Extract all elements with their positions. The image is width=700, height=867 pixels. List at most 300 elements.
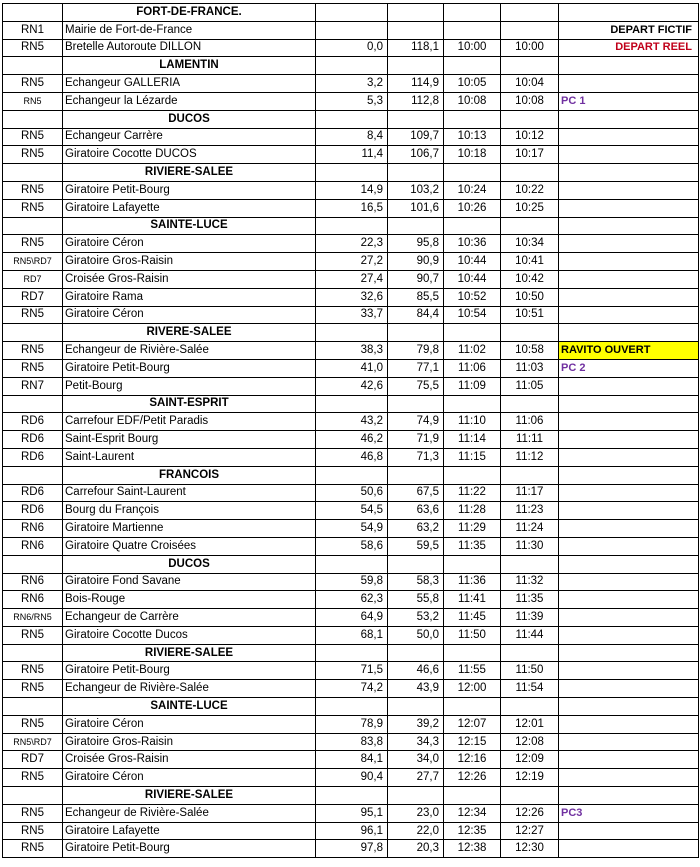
- time-fast: 12:26: [444, 769, 501, 787]
- route-row: [3, 235, 699, 253]
- time-slow: 11:17: [501, 484, 559, 502]
- km-remaining: 74,9: [388, 413, 444, 431]
- km-remaining: 84,4: [388, 306, 444, 324]
- km-remaining: 77,1: [388, 359, 444, 377]
- km-done: 74,2: [316, 680, 388, 698]
- km-remaining: 95,8: [388, 235, 444, 253]
- km-done: 41,0: [316, 359, 388, 377]
- place-name: Bois-Rouge: [63, 591, 316, 609]
- time-fast: 11:35: [444, 537, 501, 555]
- section-header-row: [3, 787, 699, 805]
- time-fast: 10:44: [444, 253, 501, 271]
- empty-cell: [501, 555, 559, 573]
- km-done: 3,2: [316, 75, 388, 93]
- km-remaining: 27,7: [388, 769, 444, 787]
- route-row: [3, 484, 699, 502]
- empty-cell: [388, 4, 444, 22]
- time-slow: 10:41: [501, 253, 559, 271]
- km-done: 27,2: [316, 253, 388, 271]
- empty-cell: [501, 217, 559, 235]
- place-name: Giratoire Gros-Raisin: [63, 253, 316, 271]
- road-code: RN6: [3, 591, 63, 609]
- km-remaining: 101,6: [388, 199, 444, 217]
- time-slow: 10:34: [501, 235, 559, 253]
- empty-cell: [3, 217, 63, 235]
- empty-cell: [501, 57, 559, 75]
- note-cell: [559, 146, 699, 164]
- empty-cell: [501, 4, 559, 22]
- road-code: RN5: [3, 128, 63, 146]
- km-remaining: 67,5: [388, 484, 444, 502]
- road-code: RN5: [3, 626, 63, 644]
- note-cell: [559, 235, 699, 253]
- time-fast: 11:22: [444, 484, 501, 502]
- empty-cell: [559, 57, 699, 75]
- km-done: 71,5: [316, 662, 388, 680]
- route-row: [3, 609, 699, 627]
- road-code: RN7: [3, 377, 63, 395]
- road-code: RD7: [3, 270, 63, 288]
- note-cell: DEPART REEL: [559, 39, 699, 57]
- section-header-row: [3, 164, 699, 182]
- time-slow: 11:35: [501, 591, 559, 609]
- km-done: 50,6: [316, 484, 388, 502]
- note-cell: [559, 626, 699, 644]
- section-header-row: [3, 644, 699, 662]
- section-title: DUCOS: [63, 110, 316, 128]
- road-code: RD7: [3, 288, 63, 306]
- place-name: Echangeur la Lézarde: [63, 92, 316, 110]
- time-fast: [444, 21, 501, 39]
- route-row: [3, 520, 699, 538]
- empty-cell: [316, 57, 388, 75]
- time-fast: 12:15: [444, 733, 501, 751]
- place-name: Giratoire Lafayette: [63, 822, 316, 840]
- km-done: 84,1: [316, 751, 388, 769]
- place-name: Croisée Gros-Raisin: [63, 751, 316, 769]
- empty-cell: [388, 57, 444, 75]
- time-fast: 11:15: [444, 448, 501, 466]
- section-header-row: [3, 324, 699, 342]
- place-name: Giratoire Petit-Bourg: [63, 181, 316, 199]
- time-slow: 11:39: [501, 609, 559, 627]
- place-name: Petit-Bourg: [63, 377, 316, 395]
- empty-cell: [316, 644, 388, 662]
- time-slow: 12:26: [501, 804, 559, 822]
- empty-cell: [388, 217, 444, 235]
- place-name: Giratoire Rama: [63, 288, 316, 306]
- route-row: [3, 537, 699, 555]
- place-name: Giratoire Petit-Bourg: [63, 840, 316, 858]
- road-code: RN5: [3, 822, 63, 840]
- place-name: Giratoire Quatre Croisées: [63, 537, 316, 555]
- time-slow: 10:08: [501, 92, 559, 110]
- time-slow: 10:00: [501, 39, 559, 57]
- note-cell: [559, 431, 699, 449]
- empty-cell: [316, 395, 388, 413]
- section-title: SAINTE-LUCE: [63, 217, 316, 235]
- route-row: [3, 146, 699, 164]
- km-remaining: 63,6: [388, 502, 444, 520]
- time-fast: 10:00: [444, 39, 501, 57]
- time-fast: 12:34: [444, 804, 501, 822]
- time-slow: 10:12: [501, 128, 559, 146]
- route-table-body: [3, 4, 699, 858]
- note-cell: RAVITO OUVERT: [559, 342, 699, 360]
- place-name: Carrefour Saint-Laurent: [63, 484, 316, 502]
- section-title: RIVIERE-SALEE: [63, 644, 316, 662]
- km-done: 0,0: [316, 39, 388, 57]
- route-row: [3, 680, 699, 698]
- empty-cell: [444, 164, 501, 182]
- place-name: Carrefour EDF/Petit Paradis: [63, 413, 316, 431]
- note-cell: [559, 288, 699, 306]
- road-code: RN6: [3, 573, 63, 591]
- route-row: [3, 270, 699, 288]
- empty-cell: [444, 787, 501, 805]
- time-fast: 11:14: [444, 431, 501, 449]
- km-remaining: 109,7: [388, 128, 444, 146]
- route-row: [3, 181, 699, 199]
- time-fast: 11:36: [444, 573, 501, 591]
- empty-cell: [444, 555, 501, 573]
- empty-cell: [3, 324, 63, 342]
- km-done: 59,8: [316, 573, 388, 591]
- road-code: RD6: [3, 431, 63, 449]
- empty-cell: [501, 110, 559, 128]
- note-cell: [559, 181, 699, 199]
- time-fast: 10:08: [444, 92, 501, 110]
- km-remaining: 71,9: [388, 431, 444, 449]
- section-header-row: [3, 217, 699, 235]
- km-remaining: 22,0: [388, 822, 444, 840]
- route-row: [3, 21, 699, 39]
- route-row: [3, 128, 699, 146]
- empty-cell: [3, 4, 63, 22]
- road-code: RN5\RD7: [3, 253, 63, 271]
- km-done: 90,4: [316, 769, 388, 787]
- time-slow: 10:42: [501, 270, 559, 288]
- km-done: 8,4: [316, 128, 388, 146]
- km-done: 64,9: [316, 609, 388, 627]
- route-row: [3, 822, 699, 840]
- time-fast: 11:10: [444, 413, 501, 431]
- empty-cell: [316, 466, 388, 484]
- km-remaining: 90,7: [388, 270, 444, 288]
- empty-cell: [444, 217, 501, 235]
- note-cell: [559, 502, 699, 520]
- time-fast: 12:38: [444, 840, 501, 858]
- time-slow: 12:01: [501, 715, 559, 733]
- time-slow: 10:51: [501, 306, 559, 324]
- route-row: [3, 804, 699, 822]
- km-remaining: 85,5: [388, 288, 444, 306]
- empty-cell: [501, 787, 559, 805]
- time-fast: 10:36: [444, 235, 501, 253]
- empty-cell: [316, 217, 388, 235]
- empty-cell: [501, 698, 559, 716]
- note-cell: [559, 253, 699, 271]
- route-row: [3, 751, 699, 769]
- route-row: [3, 253, 699, 271]
- note-cell: [559, 484, 699, 502]
- empty-cell: [559, 787, 699, 805]
- time-slow: 11:54: [501, 680, 559, 698]
- empty-cell: [316, 110, 388, 128]
- km-remaining: 118,1: [388, 39, 444, 57]
- note-cell: PC 1: [559, 92, 699, 110]
- note-cell: [559, 270, 699, 288]
- km-remaining: 112,8: [388, 92, 444, 110]
- time-slow: 12:08: [501, 733, 559, 751]
- time-fast: 10:05: [444, 75, 501, 93]
- time-fast: 10:18: [444, 146, 501, 164]
- empty-cell: [444, 395, 501, 413]
- time-fast: 10:24: [444, 181, 501, 199]
- empty-cell: [316, 4, 388, 22]
- time-slow: 11:32: [501, 573, 559, 591]
- empty-cell: [559, 644, 699, 662]
- time-fast: 11:09: [444, 377, 501, 395]
- km-done: 42,6: [316, 377, 388, 395]
- road-code: RN5: [3, 342, 63, 360]
- time-slow: 11:23: [501, 502, 559, 520]
- km-remaining: 114,9: [388, 75, 444, 93]
- km-done: 14,9: [316, 181, 388, 199]
- place-name: Bretelle Autoroute DILLON: [63, 39, 316, 57]
- place-name: Saint-Esprit Bourg: [63, 431, 316, 449]
- note-cell: [559, 377, 699, 395]
- empty-cell: [388, 698, 444, 716]
- route-row: [3, 199, 699, 217]
- route-row: [3, 573, 699, 591]
- km-remaining: 23,0: [388, 804, 444, 822]
- km-remaining: 43,9: [388, 680, 444, 698]
- empty-cell: [3, 644, 63, 662]
- empty-cell: [501, 644, 559, 662]
- route-row: [3, 39, 699, 57]
- place-name: Giratoire Céron: [63, 235, 316, 253]
- note-cell: PC3: [559, 804, 699, 822]
- time-slow: 11:44: [501, 626, 559, 644]
- time-slow: 11:30: [501, 537, 559, 555]
- time-slow: 11:03: [501, 359, 559, 377]
- note-cell: [559, 413, 699, 431]
- note-cell: [559, 199, 699, 217]
- km-remaining: 75,5: [388, 377, 444, 395]
- empty-cell: [444, 466, 501, 484]
- time-fast: 11:29: [444, 520, 501, 538]
- empty-cell: [388, 555, 444, 573]
- empty-cell: [559, 698, 699, 716]
- road-code: RN5\RD7: [3, 733, 63, 751]
- km-done: 38,3: [316, 342, 388, 360]
- km-done: 62,3: [316, 591, 388, 609]
- km-remaining: 106,7: [388, 146, 444, 164]
- km-remaining: 34,3: [388, 733, 444, 751]
- time-fast: 11:55: [444, 662, 501, 680]
- route-row: [3, 75, 699, 93]
- place-name: Croisée Gros-Raisin: [63, 270, 316, 288]
- empty-cell: [3, 787, 63, 805]
- time-slow: 10:50: [501, 288, 559, 306]
- km-done: 27,4: [316, 270, 388, 288]
- route-row: [3, 359, 699, 377]
- time-fast: 11:02: [444, 342, 501, 360]
- time-fast: 12:00: [444, 680, 501, 698]
- time-slow: 12:30: [501, 840, 559, 858]
- km-remaining: 103,2: [388, 181, 444, 199]
- route-row: [3, 502, 699, 520]
- note-cell: [559, 840, 699, 858]
- place-name: Giratoire Céron: [63, 306, 316, 324]
- empty-cell: [501, 466, 559, 484]
- empty-cell: [3, 555, 63, 573]
- km-done: 11,4: [316, 146, 388, 164]
- place-name: Echangeur GALLERIA: [63, 75, 316, 93]
- section-header-row: [3, 110, 699, 128]
- km-done: 78,9: [316, 715, 388, 733]
- empty-cell: [3, 698, 63, 716]
- note-cell: [559, 751, 699, 769]
- km-done: 33,7: [316, 306, 388, 324]
- time-fast: 11:41: [444, 591, 501, 609]
- place-name: Giratoire Céron: [63, 769, 316, 787]
- empty-cell: [388, 110, 444, 128]
- note-cell: [559, 573, 699, 591]
- time-fast: 12:16: [444, 751, 501, 769]
- section-title: SAINTE-LUCE: [63, 698, 316, 716]
- road-code: RN5: [3, 306, 63, 324]
- empty-cell: [316, 698, 388, 716]
- empty-cell: [501, 395, 559, 413]
- route-row: [3, 840, 699, 858]
- empty-cell: [559, 217, 699, 235]
- place-name: Giratoire Céron: [63, 715, 316, 733]
- note-cell: [559, 822, 699, 840]
- route-row: [3, 92, 699, 110]
- road-code: RN5: [3, 181, 63, 199]
- empty-cell: [559, 466, 699, 484]
- empty-cell: [559, 555, 699, 573]
- time-fast: 11:28: [444, 502, 501, 520]
- note-cell: [559, 75, 699, 93]
- empty-cell: [559, 395, 699, 413]
- km-remaining: 34,0: [388, 751, 444, 769]
- time-slow: [501, 21, 559, 39]
- note-cell: [559, 680, 699, 698]
- section-header-row: [3, 4, 699, 22]
- road-code: RN6: [3, 537, 63, 555]
- note-cell: [559, 769, 699, 787]
- road-code: RD6: [3, 448, 63, 466]
- route-schedule-table: [2, 3, 699, 858]
- road-code: RD6: [3, 413, 63, 431]
- note-cell: [559, 537, 699, 555]
- empty-cell: [559, 4, 699, 22]
- empty-cell: [316, 324, 388, 342]
- section-title: RIVIERE-SALEE: [63, 164, 316, 182]
- time-fast: 11:50: [444, 626, 501, 644]
- section-title: RIVIERE-SALEE: [63, 787, 316, 805]
- empty-cell: [444, 698, 501, 716]
- road-code: RN5: [3, 680, 63, 698]
- empty-cell: [316, 787, 388, 805]
- road-code: RN5: [3, 235, 63, 253]
- empty-cell: [501, 164, 559, 182]
- place-name: Echangeur de Rivière-Salée: [63, 804, 316, 822]
- road-code: RN5: [3, 92, 63, 110]
- time-fast: 10:26: [444, 199, 501, 217]
- note-cell: PC 2: [559, 359, 699, 377]
- time-fast: 11:45: [444, 609, 501, 627]
- place-name: Mairie de Fort-de-France: [63, 21, 316, 39]
- note-cell: [559, 128, 699, 146]
- place-name: Giratoire Martienne: [63, 520, 316, 538]
- km-remaining: 55,8: [388, 591, 444, 609]
- road-code: RN5: [3, 715, 63, 733]
- km-remaining: 46,6: [388, 662, 444, 680]
- place-name: Giratoire Cocotte DUCOS: [63, 146, 316, 164]
- km-remaining: 50,0: [388, 626, 444, 644]
- empty-cell: [444, 324, 501, 342]
- note-cell: [559, 609, 699, 627]
- place-name: Saint-Laurent: [63, 448, 316, 466]
- road-code: RD6: [3, 484, 63, 502]
- time-slow: 11:05: [501, 377, 559, 395]
- road-code: RN5: [3, 769, 63, 787]
- road-code: RN6: [3, 520, 63, 538]
- road-code: RN5: [3, 39, 63, 57]
- place-name: Giratoire Gros-Raisin: [63, 733, 316, 751]
- km-remaining: [388, 21, 444, 39]
- km-done: 68,1: [316, 626, 388, 644]
- note-cell: [559, 733, 699, 751]
- route-row: [3, 591, 699, 609]
- km-remaining: 90,9: [388, 253, 444, 271]
- empty-cell: [316, 555, 388, 573]
- route-row: [3, 306, 699, 324]
- time-slow: 11:24: [501, 520, 559, 538]
- empty-cell: [3, 466, 63, 484]
- place-name: Giratoire Fond Savane: [63, 573, 316, 591]
- route-row: [3, 377, 699, 395]
- place-name: Echangeur de Rivière-Salée: [63, 342, 316, 360]
- place-name: Giratoire Petit-Bourg: [63, 359, 316, 377]
- road-code: RN5: [3, 75, 63, 93]
- road-code: RN5: [3, 804, 63, 822]
- road-code: RN5: [3, 840, 63, 858]
- empty-cell: [388, 644, 444, 662]
- route-row: [3, 662, 699, 680]
- km-done: 95,1: [316, 804, 388, 822]
- km-remaining: 71,3: [388, 448, 444, 466]
- place-name: Echangeur de Rivière-Salée: [63, 680, 316, 698]
- km-remaining: 63,2: [388, 520, 444, 538]
- empty-cell: [388, 787, 444, 805]
- km-done: 58,6: [316, 537, 388, 555]
- empty-cell: [559, 110, 699, 128]
- km-done: 97,8: [316, 840, 388, 858]
- time-fast: 10:44: [444, 270, 501, 288]
- time-fast: 10:52: [444, 288, 501, 306]
- km-done: 96,1: [316, 822, 388, 840]
- km-done: 32,6: [316, 288, 388, 306]
- section-header-row: [3, 395, 699, 413]
- km-remaining: 53,2: [388, 609, 444, 627]
- km-done: 54,9: [316, 520, 388, 538]
- route-row: [3, 626, 699, 644]
